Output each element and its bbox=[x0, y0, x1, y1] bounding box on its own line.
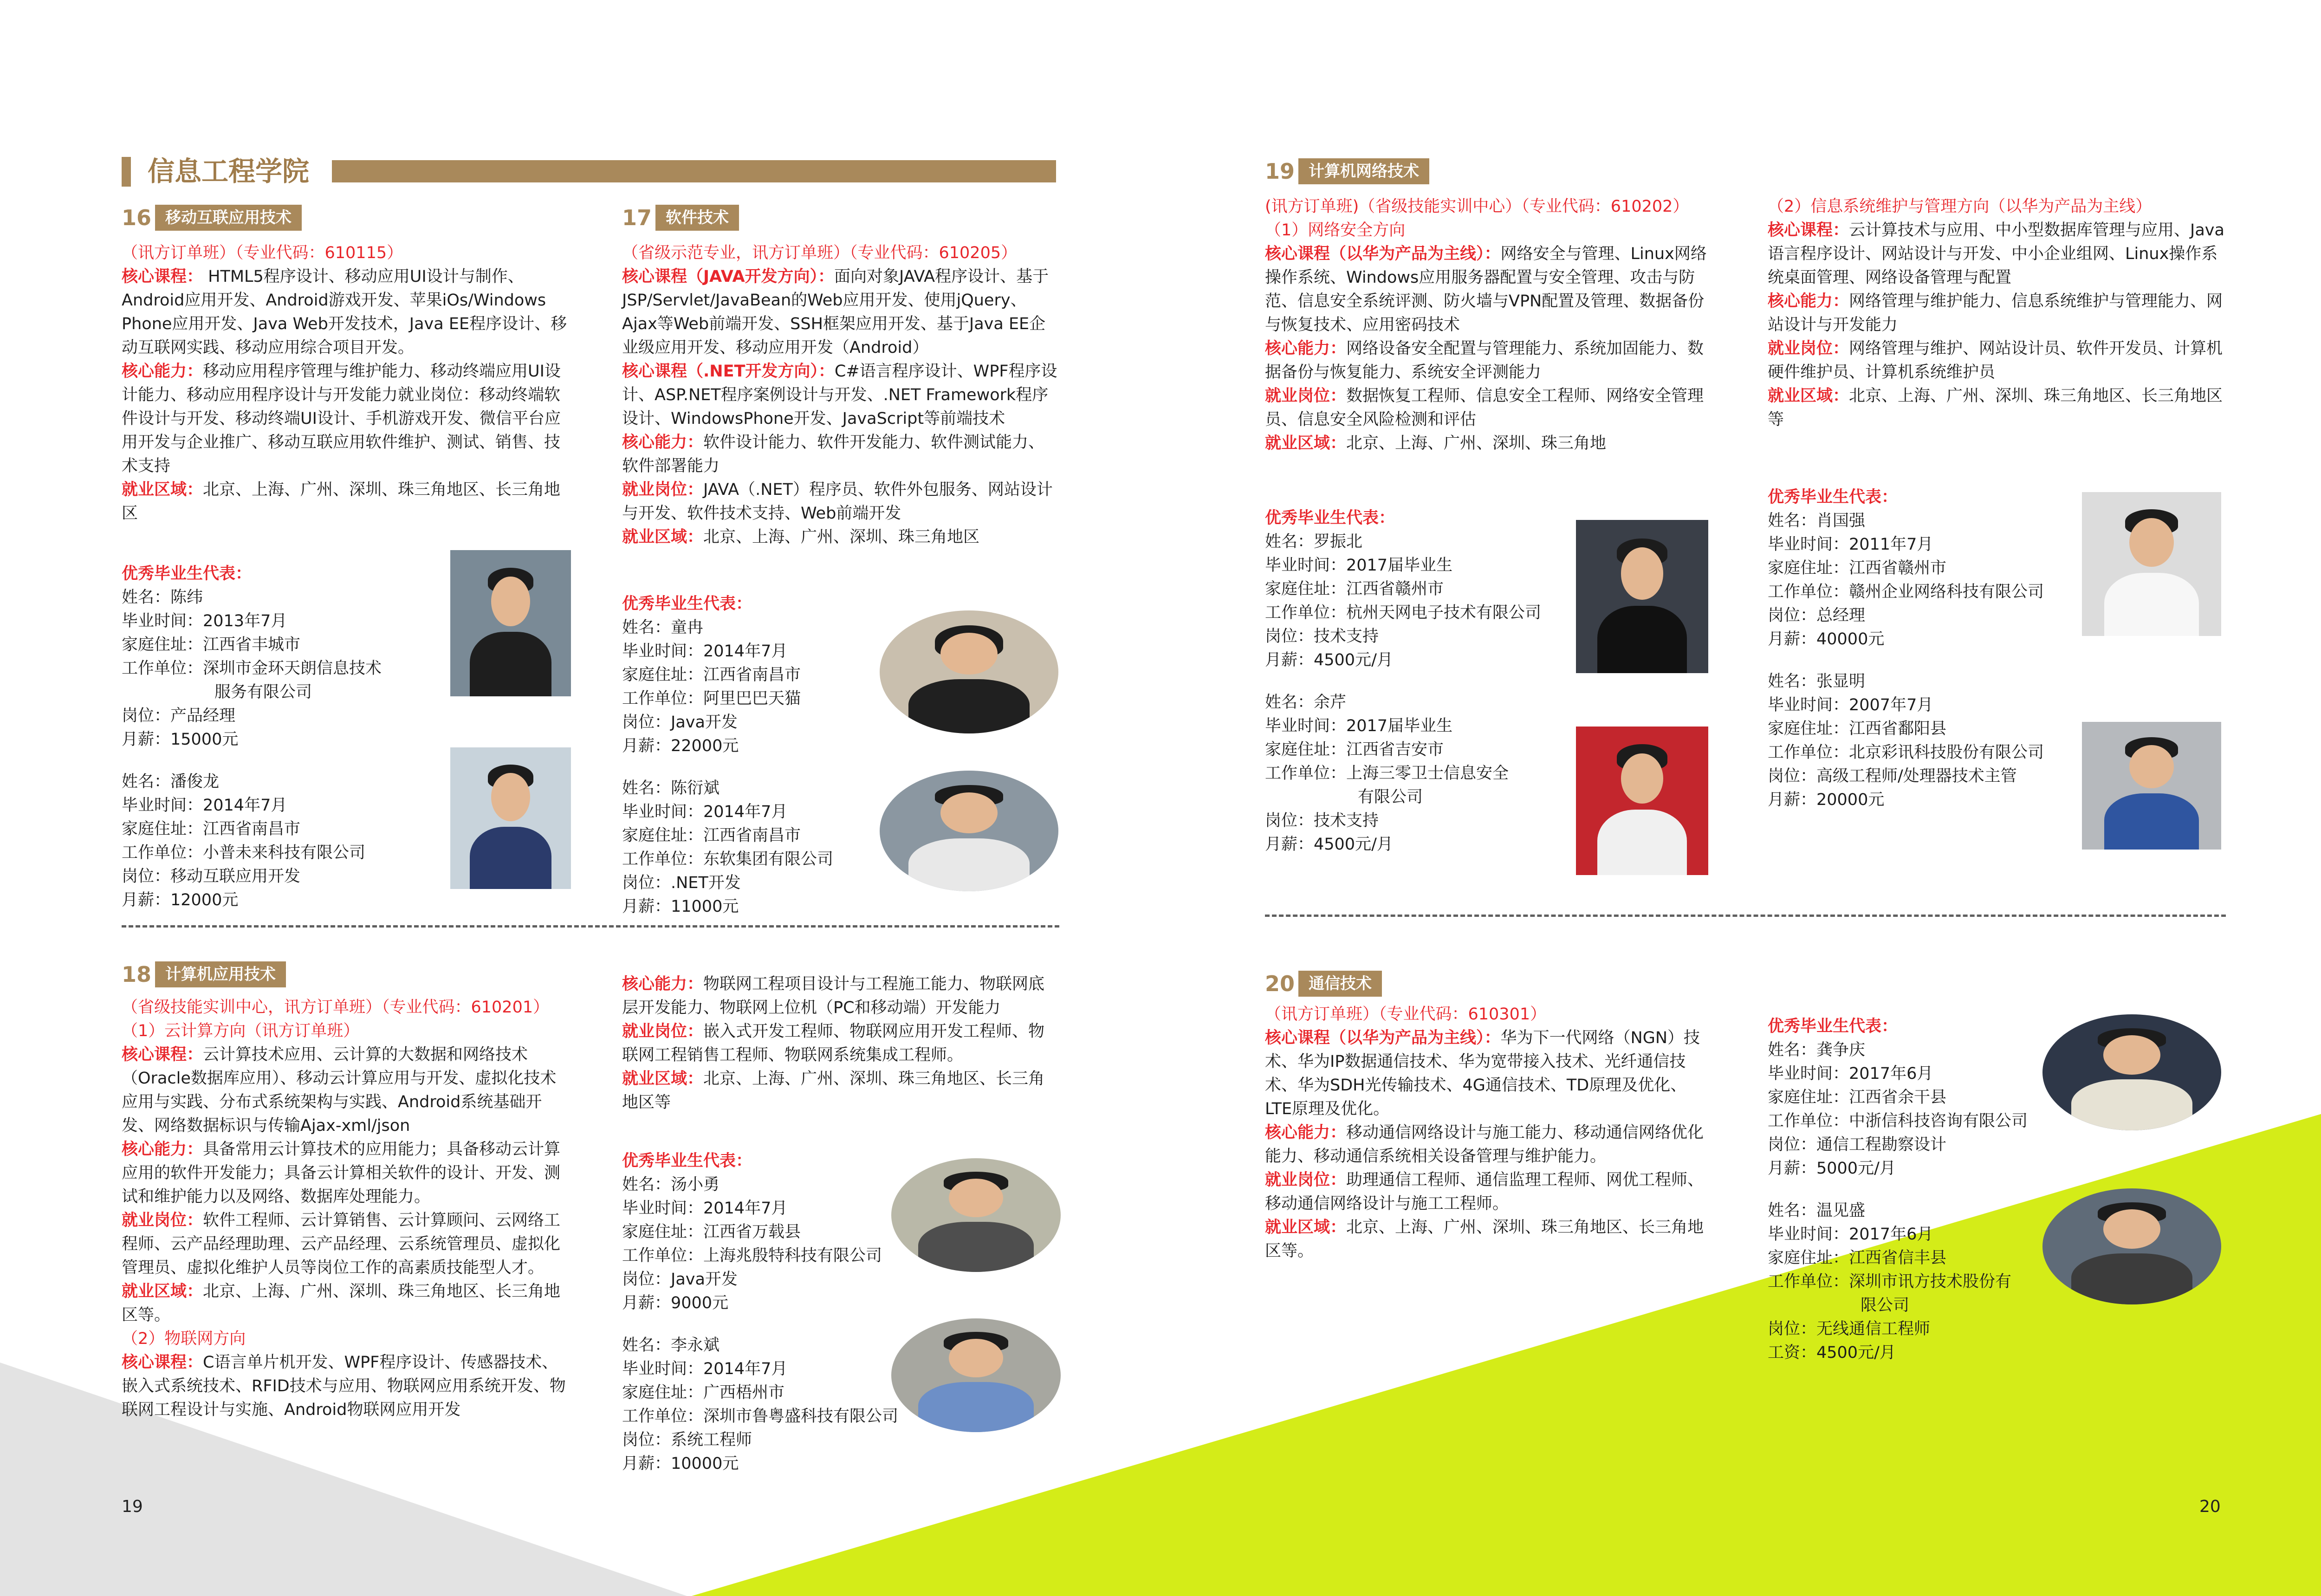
field-label: 核心课程： bbox=[122, 267, 203, 286]
field-label: 核心课程（.NET开发方向）： bbox=[622, 362, 835, 381]
graduate-work: 工作单位：阿里巴巴天猫 bbox=[622, 689, 801, 708]
graduate-name: 姓名：龚争庆 bbox=[1768, 1041, 1866, 1059]
field-label: 核心课程（JAVA开发方向）： bbox=[622, 267, 835, 286]
field-label: 就业区域： bbox=[622, 1070, 704, 1088]
graduate-pay: 月薪：40000元 bbox=[1768, 630, 1885, 649]
graduate-name: 姓名：汤小勇 bbox=[622, 1175, 720, 1194]
section-16-graduates bbox=[122, 545, 447, 912]
graduate-photo bbox=[891, 1318, 1061, 1432]
graduate-post: 岗位：高级工程师/处理器技术主管 bbox=[1768, 767, 2017, 785]
field-label: 就业岗位： bbox=[622, 1022, 704, 1041]
graduate-home: 家庭住址：江西省万载县 bbox=[622, 1223, 801, 1241]
graduate-work: 工作单位：深圳市讯方技术股份有 bbox=[1768, 1272, 2012, 1291]
page-number-right: 20 bbox=[2199, 1497, 2221, 1516]
graduate-work: 工作单位：北京彩讯科技股份有限公司 bbox=[1768, 743, 2044, 762]
section-line bbox=[622, 973, 1061, 1020]
field-label: 就业区域： bbox=[1265, 434, 1347, 453]
section-line: （2）信息系统维护与管理方向（以华为产品为主线） bbox=[1768, 197, 2152, 216]
field-label: 就业岗位： bbox=[622, 480, 704, 499]
section-title: 通信技术 bbox=[1298, 971, 1382, 997]
graduate-work: 工作单位：上海兆殷特科技有限公司 bbox=[622, 1246, 882, 1265]
graduate-pay: 工资：4500元/月 bbox=[1768, 1343, 1896, 1362]
field-text: 嵌入式开发工程师、物联网应用开发工程师、物联网工程销售工程师、物联网系统集成工程师。 bbox=[622, 1022, 1045, 1064]
graduate-home: 家庭住址：江西省赣州市 bbox=[1265, 580, 1444, 598]
field-text: 移动通信网络设计与施工能力、移动通信网络优化能力、移动通信系统相关设备管理与维护能力。 bbox=[1265, 1123, 1704, 1166]
section-divider-left bbox=[122, 925, 1059, 928]
section-line bbox=[1768, 384, 2227, 432]
section-16-tag bbox=[122, 204, 302, 231]
field-label: 核心能力： bbox=[1265, 339, 1347, 358]
graduate-home: 家庭住址：江西省信丰县 bbox=[1768, 1249, 1947, 1267]
section-line bbox=[622, 526, 1061, 549]
graduates-heading: 优秀毕业生代表： bbox=[1768, 1017, 1898, 1036]
graduates-heading: 优秀毕业生代表： bbox=[1265, 509, 1395, 527]
graduate-pay: 月薪：20000元 bbox=[1768, 791, 1885, 809]
field-label: 核心课程： bbox=[122, 1353, 203, 1372]
department-marker bbox=[122, 157, 131, 187]
graduate-work: 工作单位：杭州天网电子技术有限公司 bbox=[1265, 603, 1542, 622]
field-text: 北京、上海、广州、深圳、珠三角地区 bbox=[703, 528, 980, 546]
field-label: 核心课程： bbox=[1768, 221, 1849, 240]
graduate-photo bbox=[1576, 520, 1708, 673]
section-18-graduates bbox=[622, 1133, 919, 1476]
section-title: 计算机应用技术 bbox=[155, 961, 286, 987]
section-line bbox=[1768, 290, 2227, 337]
section-line bbox=[122, 1043, 570, 1138]
field-text: 北京、上海、广州、深圳、珠三角地区、长三角地区等 bbox=[1768, 387, 2223, 429]
field-text: HTML5程序设计、移动应用UI设计与制作、Android应用开发、Android游戏开发、苹果iOs/Windows Phone应用开发、Java Web开发技术，Java EE程序设计、移动互联网实践、移动应用综合项目开发。 bbox=[122, 267, 567, 357]
graduate-work: 工作单位：赣州企业网络科技有限公司 bbox=[1768, 583, 2044, 601]
graduate-home: 家庭住址：江西省赣州市 bbox=[1768, 559, 1947, 577]
graduate-name: 姓名：陈纬 bbox=[122, 588, 203, 607]
graduate-work2: 有限公司 bbox=[1358, 788, 1423, 806]
field-label: 就业区域： bbox=[122, 1282, 203, 1301]
section-line bbox=[1265, 242, 1713, 337]
field-label: 就业岗位： bbox=[1265, 387, 1347, 405]
section-17-graduates bbox=[622, 576, 882, 919]
field-label: 就业区域： bbox=[1265, 1218, 1347, 1237]
graduate-grad: 毕业时间：2014年7月 bbox=[622, 1199, 788, 1218]
field-label: 就业岗位： bbox=[1768, 339, 1849, 358]
section-19-tag bbox=[1265, 158, 1429, 185]
field-label: 就业岗位： bbox=[1265, 1171, 1347, 1189]
graduate-work2: 服务有限公司 bbox=[214, 683, 312, 701]
field-text: 北京、上海、广州、深圳、珠三角地 bbox=[1346, 434, 1607, 453]
graduate-pay: 月薪：5000元/月 bbox=[1768, 1159, 1896, 1178]
section-line bbox=[1265, 1168, 1711, 1216]
graduate-photo bbox=[880, 610, 1058, 733]
section-number: 16 bbox=[122, 205, 152, 230]
graduate-post: 岗位：Java开发 bbox=[622, 713, 738, 732]
graduate-home: 家庭住址：江西省余干县 bbox=[1768, 1088, 1947, 1107]
section-19-graduates-b bbox=[1768, 469, 2093, 812]
section-line bbox=[622, 431, 1061, 478]
section-number: 20 bbox=[1265, 971, 1295, 996]
field-text: 网络管理与维护能力、信息系统维护与管理能力、网站设计与开发能力 bbox=[1768, 292, 2223, 334]
section-19-body bbox=[1265, 195, 1713, 455]
field-text: 云计算技术与应用、中小型数据库管理与应用、Java语言程序设计、网站设计与开发、中小企业组网、Linux操作系统桌面管理、网络设备管理与配置 bbox=[1768, 221, 2224, 287]
graduate-grad: 毕业时间：2017届毕业生 bbox=[1265, 717, 1453, 735]
section-line: (讯方订单班)（省级技能实训中心）（专业代码：610202） bbox=[1265, 197, 1689, 216]
graduate-pay: 月薪：4500元/月 bbox=[1265, 651, 1393, 669]
section-title: 移动互联应用技术 bbox=[155, 205, 302, 231]
section-line: （1）云计算方向（讯方订单班） bbox=[122, 1022, 360, 1040]
graduate-photo bbox=[2082, 722, 2221, 850]
graduate-photo bbox=[2042, 1014, 2221, 1130]
field-text: 软件工程师、云计算销售、云计算顾问、云网络工程师、云产品经理助理、云产品经理、云系统管理员、虚拟化管理员、虚拟化维护人员等岗位工作的高素质技能型人才。 bbox=[122, 1211, 561, 1277]
field-label: 核心课程（以华为产品为主线）： bbox=[1265, 1029, 1501, 1047]
section-line bbox=[122, 265, 570, 360]
section-18-tag bbox=[122, 961, 286, 988]
graduate-pay: 月薪：22000元 bbox=[622, 737, 739, 755]
field-label: 核心课程： bbox=[122, 1045, 203, 1064]
field-text: 北京、上海、广州、深圳、珠三角地区、长三角地区等 bbox=[622, 1070, 1045, 1112]
graduate-name: 姓名：肖国强 bbox=[1768, 512, 1866, 530]
section-line bbox=[1265, 1026, 1711, 1121]
graduate-work: 工作单位：上海三零卫士信息安全 bbox=[1265, 764, 1509, 783]
section-number: 17 bbox=[622, 205, 652, 230]
field-label: 就业区域： bbox=[1768, 387, 1849, 405]
field-label: 核心课程（以华为产品为主线）： bbox=[1265, 245, 1501, 263]
graduate-photo bbox=[2082, 492, 2221, 636]
section-line bbox=[1768, 337, 2227, 384]
graduate-post: 岗位：.NET开发 bbox=[622, 874, 741, 892]
field-text: 华为下一代网络（NGN）技术、华为IP数据通信技术、华为宽带接入技术、光纤通信技术、华为SDH光传输技术、4G通信技术、TD原理及优化、LTE原理及优化。 bbox=[1265, 1029, 1700, 1118]
graduate-grad: 毕业时间：2007年7月 bbox=[1768, 696, 1933, 714]
graduate-home: 家庭住址：江西省吉安市 bbox=[1265, 740, 1444, 759]
department-title: 信息工程学院 bbox=[148, 156, 310, 187]
section-line bbox=[1265, 1121, 1711, 1168]
section-line bbox=[1265, 432, 1713, 455]
graduate-work2: 限公司 bbox=[1861, 1296, 1910, 1315]
section-18-body-continued bbox=[622, 973, 1061, 1115]
section-title: 软件技术 bbox=[655, 205, 739, 231]
field-text: 物联网工程项目设计与工程施工能力、物联网底层开发能力、物联网上位机（PC和移动端）开发能力 bbox=[622, 975, 1045, 1017]
field-label: 核心能力： bbox=[622, 975, 704, 993]
graduate-photo bbox=[880, 771, 1058, 891]
section-line: （讯方订单班）（专业代码：610115） bbox=[122, 244, 403, 262]
section-line bbox=[1265, 384, 1713, 432]
graduate-home: 家庭住址：江西省丰城市 bbox=[122, 636, 301, 654]
graduate-name: 姓名：陈衍斌 bbox=[622, 779, 720, 798]
graduate-post: 岗位：总经理 bbox=[1768, 606, 1866, 625]
section-line bbox=[1265, 1216, 1711, 1263]
section-line: （2）物联网方向 bbox=[122, 1330, 246, 1348]
field-text: 云计算技术应用、云计算的大数据和网络技术（Oracle数据库应用）、移动云计算应用与开发、虚拟化技术应用与实践、分布式系统架构与实践、Android系统基础开发、网络数据标识与传输Ajax-xml/json bbox=[122, 1045, 557, 1135]
graduates-heading: 优秀毕业生代表： bbox=[622, 595, 752, 613]
field-text: 北京、上海、广州、深圳、珠三角地区、长三角地区等。 bbox=[122, 1282, 561, 1324]
graduate-name: 姓名：余芹 bbox=[1265, 693, 1347, 712]
graduate-home: 家庭住址：江西省南昌市 bbox=[622, 826, 801, 845]
graduate-photo bbox=[2042, 1188, 2221, 1304]
field-text: C语言单片机开发、WPF程序设计、传感器技术、嵌入式系统技术、RFID技术与应用、物联网应用系统开发、物联网工程设计与实施、Android物联网应用开发 bbox=[122, 1353, 566, 1419]
section-17-body bbox=[622, 241, 1061, 549]
section-divider-right bbox=[1265, 915, 2226, 917]
graduate-grad: 毕业时间：2014年7月 bbox=[122, 796, 287, 815]
field-label: 核心能力： bbox=[1265, 1123, 1347, 1142]
field-text: 北京、上海、广州、深圳、珠三角地区、长三角地区 bbox=[122, 480, 561, 523]
section-20-body bbox=[1265, 1003, 1711, 1263]
graduate-pay: 月薪：11000元 bbox=[622, 897, 739, 916]
section-line: （省级技能实训中心，讯方订单班）（专业代码：610201） bbox=[122, 998, 550, 1017]
page-number-left: 19 bbox=[122, 1497, 143, 1516]
graduate-post: 岗位：Java开发 bbox=[622, 1270, 738, 1289]
field-label: 就业岗位： bbox=[122, 1211, 203, 1230]
section-line: （讯方订单班）（专业代码：610301） bbox=[1265, 1005, 1547, 1024]
section-number: 19 bbox=[1265, 159, 1295, 184]
department-rule bbox=[332, 160, 1056, 182]
section-title: 计算机网络技术 bbox=[1298, 158, 1429, 184]
graduate-work: 工作单位：东软集团有限公司 bbox=[622, 850, 834, 869]
graduate-name: 姓名：张显明 bbox=[1768, 672, 1866, 691]
field-text: 具备常用云计算技术的应用能力；具备移动云计算应用的软件开发能力；具备云计算相关软件的设计、开发、测试和维护能力以及网络、数据库处理能力。 bbox=[122, 1140, 561, 1206]
graduate-work: 工作单位：深圳市金环天朗信息技术 bbox=[122, 659, 382, 678]
field-text: 北京、上海、广州、深圳、珠三角地区、长三角地区等。 bbox=[1265, 1218, 1704, 1260]
graduate-name: 姓名：童冉 bbox=[622, 618, 704, 637]
graduate-photo bbox=[450, 550, 571, 696]
field-text: 数据恢复工程师、信息安全工程师、网络安全管理员、信息安全风险检测和评估 bbox=[1265, 387, 1704, 429]
graduate-post: 岗位：无线通信工程师 bbox=[1768, 1320, 1931, 1338]
section-line bbox=[122, 1351, 570, 1422]
graduate-post: 岗位：系统工程师 bbox=[622, 1431, 752, 1449]
graduate-post: 岗位：产品经理 bbox=[122, 707, 236, 725]
section-16-body bbox=[122, 241, 570, 526]
graduate-grad: 毕业时间：2014年7月 bbox=[622, 642, 788, 661]
graduate-name: 姓名：李永斌 bbox=[622, 1336, 720, 1355]
section-line bbox=[622, 1067, 1061, 1115]
graduates-heading: 优秀毕业生代表： bbox=[1768, 488, 1898, 506]
field-text: 面向对象JAVA程序设计、基于JSP/Servlet/JavaBean的Web应用开发、使用jQuery、Ajax等Web前端开发、SSH框架应用开发、基于Java EE企业级应用开发、移动应用开发（Android） bbox=[622, 267, 1049, 357]
field-text: C#语言程序设计、WPF程序设计、ASP.NET程序案例设计与开发、.NET Framework程序设计、WindowsPhone开发、JavaScript等前端技术 bbox=[622, 362, 1057, 428]
graduate-pay: 月薪：10000元 bbox=[622, 1454, 739, 1473]
section-20-tag bbox=[1265, 970, 1382, 997]
graduate-home: 家庭住址：江西省鄱阳县 bbox=[1768, 720, 1947, 738]
section-line bbox=[122, 1209, 570, 1280]
field-label: 核心能力： bbox=[122, 1140, 203, 1159]
section-20-graduates bbox=[1768, 998, 2055, 1365]
graduate-post: 岗位：通信工程勘察设计 bbox=[1768, 1135, 1947, 1154]
graduate-pay: 月薪：15000元 bbox=[122, 730, 239, 749]
section-19-graduates bbox=[1265, 490, 1599, 856]
section-line bbox=[122, 360, 570, 478]
graduates-heading: 优秀毕业生代表： bbox=[622, 1152, 752, 1170]
graduate-post: 岗位：移动互联应用开发 bbox=[122, 867, 301, 886]
section-line: （1）网络安全方向 bbox=[1265, 221, 1406, 240]
section-18-body bbox=[122, 996, 570, 1422]
graduate-pay: 月薪：9000元 bbox=[622, 1294, 729, 1312]
graduate-name: 姓名：温见盛 bbox=[1768, 1201, 1866, 1220]
section-line bbox=[122, 1138, 570, 1209]
section-line bbox=[122, 478, 570, 526]
graduate-home: 家庭住址：江西省南昌市 bbox=[622, 666, 801, 684]
field-text: 移动应用程序管理与维护能力、移动终端应用UI设计能力、移动应用程序设计与开发能力就业岗位：移动终端软件设计与开发、移动终端UI设计、手机游戏开发、微信平台应用开发与企业推广、移动互联应用软件维护、测试、销售、技术支持 bbox=[122, 362, 561, 475]
section-line bbox=[122, 1280, 570, 1327]
graduate-home: 家庭住址：广西梧州市 bbox=[622, 1383, 785, 1402]
graduate-pay: 月薪：4500元/月 bbox=[1265, 835, 1393, 854]
section-line bbox=[622, 360, 1061, 431]
graduate-grad: 毕业时间：2013年7月 bbox=[122, 612, 287, 630]
graduate-grad: 毕业时间：2014年7月 bbox=[622, 1360, 788, 1378]
section-line bbox=[622, 1020, 1061, 1067]
section-line bbox=[1265, 337, 1713, 384]
graduate-work: 工作单位：中浙信科技咨询有限公司 bbox=[1768, 1112, 2028, 1130]
field-label: 就业区域： bbox=[122, 480, 203, 499]
field-text: JAVA（.NET）程序员、软件外包服务、网站设计与开发、软件技术支持、Web前端开发 bbox=[622, 480, 1053, 523]
field-text: 网络安全与管理、Linux网络操作系统、Windows应用服务器配置与安全管理、攻击与防范、信息安全系统评测、防火墙与VPN配置及管理、数据备份与恢复技术、应用密码技术 bbox=[1265, 245, 1707, 334]
graduate-grad: 毕业时间：2017年6月 bbox=[1768, 1225, 1933, 1244]
graduate-name: 姓名：潘俊龙 bbox=[122, 772, 220, 791]
field-text: 软件设计能力、软件开发能力、软件测试能力、软件部署能力 bbox=[622, 433, 1045, 475]
graduate-grad: 毕业时间：2014年7月 bbox=[622, 803, 788, 821]
graduate-photo bbox=[891, 1158, 1061, 1272]
field-label: 核心能力： bbox=[622, 433, 704, 452]
field-label: 就业区域： bbox=[622, 528, 704, 546]
section-number: 18 bbox=[122, 962, 152, 987]
graduate-pay: 月薪：12000元 bbox=[122, 891, 239, 909]
field-text: 网络设备安全配置与管理能力、系统加固能力、数据备份与恢复能力、系统安全评测能力 bbox=[1265, 339, 1704, 382]
graduates-heading: 优秀毕业生代表： bbox=[122, 564, 252, 583]
section-17-tag bbox=[622, 204, 739, 231]
field-text: 助理通信工程师、通信监理工程师、网优工程师、移动通信网络设计与施工工程师。 bbox=[1265, 1171, 1704, 1213]
graduate-photo bbox=[1576, 727, 1708, 875]
section-line: （省级示范专业，讯方订单班）（专业代码：610205） bbox=[622, 244, 1018, 262]
graduate-home: 家庭住址：江西省南昌市 bbox=[122, 820, 301, 838]
field-text: 网络管理与维护、网站设计员、软件开发员、计算机硬件维护员、计算机系统维护员 bbox=[1768, 339, 2223, 382]
graduate-work: 工作单位：深圳市鲁粤盛科技有限公司 bbox=[622, 1407, 899, 1426]
graduate-work: 工作单位：小普未来科技有限公司 bbox=[122, 843, 366, 862]
graduate-post: 岗位：技术支持 bbox=[1265, 811, 1379, 830]
graduate-photo bbox=[450, 747, 571, 889]
section-line bbox=[622, 478, 1061, 526]
graduate-grad: 毕业时间：2017届毕业生 bbox=[1265, 556, 1453, 575]
field-label: 核心能力： bbox=[1768, 292, 1849, 311]
field-label: 核心能力： bbox=[122, 362, 203, 381]
graduate-grad: 毕业时间：2017年6月 bbox=[1768, 1064, 1933, 1083]
section-line bbox=[622, 265, 1061, 360]
graduate-grad: 毕业时间：2011年7月 bbox=[1768, 535, 1933, 554]
section-line bbox=[1768, 219, 2227, 290]
section-19-body-b bbox=[1768, 195, 2227, 432]
graduate-post: 岗位：技术支持 bbox=[1265, 627, 1379, 646]
graduate-name: 姓名：罗振北 bbox=[1265, 532, 1363, 551]
